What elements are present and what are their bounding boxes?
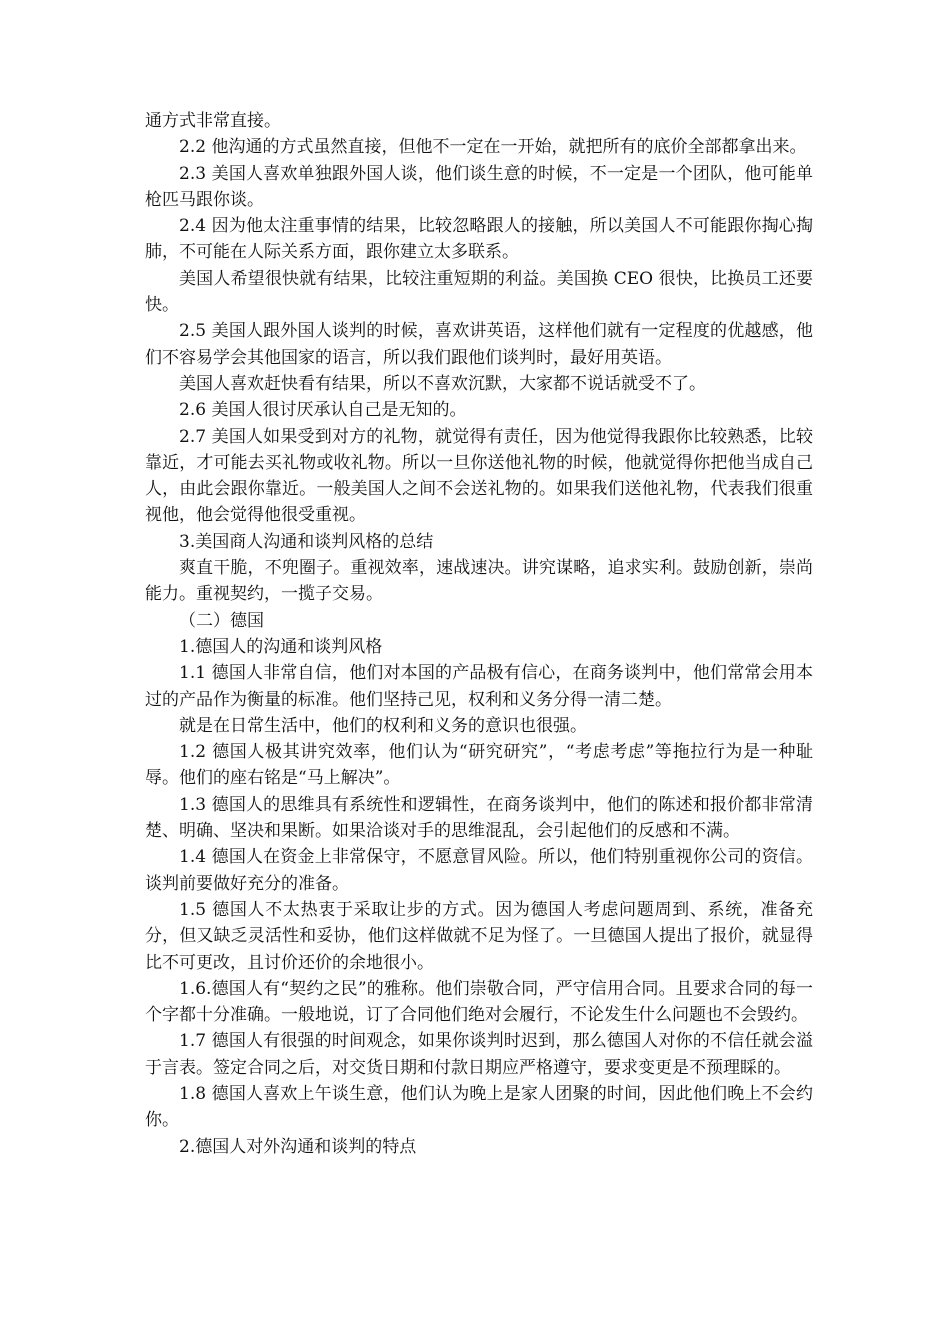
paragraph-2: 2.3 美国人喜欢单独跟外国人谈，他们谈生意的时候，不一定是一个团队，他可能单枪匹马跟你谈。 [145,163,813,210]
paragraph-4: 美国人希望很快就有结果，比较注重短期的利益。美国换 CEO 很快，比换员工还要快。 [145,268,813,316]
paragraph-3: 2.4 因为他太注重事情的结果，比较忽略跟人的接触，所以美国人不可能跟你掏心掏肺，不可能在人际关系方面，跟你建立太多联系。 [145,216,813,263]
section-heading-german-features: 2.德国人对外沟通和谈判的特点 [179,1136,417,1157]
paragraph-20: 1.7 德国人有很强的时间观念，如果你谈判时迟到，那么德国人对你的不信任就会溢于言表。签定合同之后，对交货日期和付款日期应严格遵守，要求变更是不预理睬的。 [145,1031,813,1078]
paragraph-18: 1.5 德国人不太热衷于采取让步的方式。因为德国人考虑问题周到、系统，准备充分，但又缺乏灵活性和妥协，他们这样做就不足为怪了。一旦德国人提出了报价，就显得比不可更改，且讨价还价的余地很小。 [145,899,813,973]
paragraph-14: 就是在日常生活中，他们的权利和义务的意识也很强。 [179,715,587,736]
paragraph-7: 2.6 美国人很讨厌承认自己是无知的。 [179,400,467,421]
paragraph-13: 1.1 德国人非常自信，他们对本国的产品极有信心，在商务谈判中，他们常常会用本过的产品作为衡量的标准。他们坚持己见，权利和义务分得一清二楚。 [145,663,813,710]
paragraph-6: 美国人喜欢赶快看有结果，所以不喜欢沉默，大家都不说话就受不了。 [179,373,706,394]
paragraph-1: 2.2 他沟通的方式虽然直接，但他不一定在一开始，就把所有的底价全部都拿出来。 [179,137,807,158]
section-heading-germany: （二）德国 [179,610,264,631]
paragraph-10: 爽直干脆，不兜圈子。重视效率，速战速决。讲究谋略，追求实利。鼓励创新，崇尚能力。重视契约，一揽子交易。 [145,558,813,605]
section-heading-us-summary: 3.美国商人沟通和谈判风格的总结 [179,531,434,552]
paragraph-15: 1.2 德国人极其讲究效率，他们认为“研究研究”，“考虑考虑”等拖拉行为是一种耻辱。他们的座右铭是“马上解决”。 [145,742,813,789]
paragraph-19: 1.6.德国人有“契约之民”的雅称。他们崇敬合同，严守信用合同。且要求合同的每一个字都十分准确。一般地说，订了合同他们绝对会履行，不论发生什么问题也不会毁约。 [145,978,813,1026]
paragraph-5: 2.5 美国人跟外国人谈判的时候，喜欢讲英语，这样他们就有一定程度的优越感，他们不容易学会其他国家的语言，所以我们跟他们谈判时，最好用英语。 [145,321,813,368]
paragraph-21: 1.8 德国人喜欢上午谈生意，他们认为晚上是家人团聚的时间，因此他们晚上不会约你。 [145,1083,813,1131]
paragraph-0: 通方式非常直接。 [145,111,281,131]
section-heading-german-style: 1.德国人的沟通和谈判风格 [179,636,383,657]
document-page [145,108,813,1160]
paragraph-17: 1.4 德国人在资金上非常保守，不愿意冒风险。所以，他们特别重视你公司的资信。谈判前要做好充分的准备。 [145,847,813,894]
paragraph-8: 2.7 美国人如果受到对方的礼物，就觉得有责任，因为他觉得我跟你比较熟悉，比较靠近，才可能去买礼物或收礼物。所以一旦你送他礼物的时候，他就觉得你把他当成自己人，由此会跟你靠近。一般美国人之间不会送礼物的。如果我们送他礼物，代表我们很重视他，他会觉得他很受重视。 [145,426,813,526]
paragraph-16: 1.3 德国人的思维具有系统性和逻辑性，在商务谈判中，他们的陈述和报价都非常清楚、明确、坚决和果断。如果洽谈对手的思维混乱，会引起他们的反感和不满。 [145,794,813,842]
